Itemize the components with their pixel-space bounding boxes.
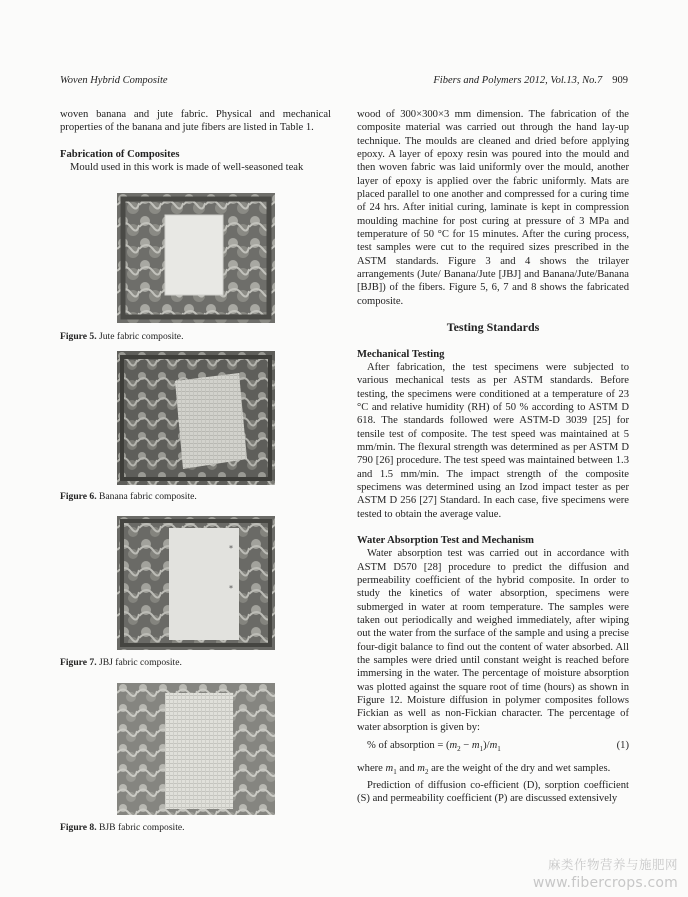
running-header-title: Woven Hybrid Composite xyxy=(60,75,168,86)
figure-label: Figure 8. xyxy=(60,822,97,833)
figure-label: Figure 5. xyxy=(60,331,97,342)
page-number: 909 xyxy=(612,75,628,86)
equation-number: (1) xyxy=(616,740,629,752)
left-paragraph: Mould used in this work is made of well-seasoned teak xyxy=(70,162,304,174)
journal-citation: Fibers and Polymers 2012, Vol.13, No.7 xyxy=(433,75,603,86)
section-heading-testing-standards: Testing Standards xyxy=(446,320,540,335)
figure-6-caption xyxy=(60,491,197,502)
figure-8-caption xyxy=(60,822,185,833)
figure-caption-text: Jute fabric composite. xyxy=(99,331,184,342)
figure-label: Figure 6. xyxy=(60,491,97,502)
right-paragraph: Prediction of diffusion co-efficient (D), sorption coefficient (S) and permeability coefficient (P) are discussed extensively xyxy=(357,780,629,805)
figure-caption-text: BJB fabric composite. xyxy=(99,822,185,833)
right-paragraph: wood of 300×300×3 mm dimension. The fabrication of the composite material was carried out through the hand lay-up technique. The moulds are cleaned and dried before applying epoxy. A layer of epoxy resin was poured into the mould and then woven fabric was laid uniformly over the mould, another layer of epoxy is applied over the fabric uniformly. Mats are placed parallel to one another and compressed for a curing time of 24 hrs. After initial curing, laminate is kept in compression moulding machine for post curing at pressure of 3 MPa and temperature of 50 °C for 15 minutes. After the curing process, test samples were cut to the required sizes prescribed in the ASTM standards. Figure 3 and 4 shows the trilayer arrangements (Jute/ Banana/Jute [JBJ] and Banana/Jute/Banana [BJB]) of the fibers. Figure 5, 6, 7 and 8 shows the fabricated composite. xyxy=(357,109,629,307)
right-paragraph: Water absorption test was carried out in accordance with ASTM D570 [28] procedure to predict the diffusion and permeability coefficient of the hybrid composite. In order to study the kinetics of water absorption, specimens were submerged in water at room temperature. The samples were taken out periodically and weighed immediately, after wiping out the water from the surface of the sample and using a precise four-digit balance to find out the content of water absorbed. All the samples were dried until constant weight is reached before immersing in the water. The percentage of moisture absorption was plotted against the square root of time (hours) as shown in Figure 12. Moisture diffusion in polymer composites follows Fickian as well as non-Fickian character. The percentage of water absorption is given by: xyxy=(357,548,629,733)
figure-label: Figure 7. xyxy=(60,657,97,668)
figure-7-photo xyxy=(117,516,275,650)
figure-caption-text: Banana fabric composite. xyxy=(99,491,197,502)
figure-5-photo xyxy=(117,193,275,323)
svg-text:*: * xyxy=(229,544,233,553)
left-paragraph: woven banana and jute fabric. Physical and mechanical properties of the banana and jute fibers are listed in Table 1. xyxy=(60,109,331,134)
subheading-mechanical-testing: Mechanical Testing xyxy=(357,348,445,360)
subheading-water-absorption: Water Absorption Test and Mechanism xyxy=(357,534,534,546)
svg-text:*: * xyxy=(229,584,233,593)
figure-7-caption xyxy=(60,657,182,668)
equation-expression: % of absorption = $(m_2 - m_1)/m_1$ xyxy=(367,740,501,754)
figure-caption-text: JBJ fabric composite. xyxy=(99,657,182,668)
figure-6-photo xyxy=(117,351,275,485)
figure-5-caption xyxy=(60,331,183,342)
right-column xyxy=(357,108,629,806)
section-heading-fabrication: Fabrication of Composites xyxy=(60,148,180,160)
running-header-journal xyxy=(433,75,628,86)
figure-8-photo xyxy=(117,683,275,815)
watermark-chinese: 麻类作物营养与施肥网 xyxy=(547,857,678,872)
right-paragraph: where $m_1$ and $m_2$ are the weight of the dry and wet samples. xyxy=(357,762,611,776)
right-paragraph: After fabrication, the test specimens were subjected to various mechanical tests as per ASTM standards. Before testing, the specimens were conditioned at a temperature of 23 °C and relative humidity (RH) of 50 % according to ASTM D 618. The standards followed were ASTM-D 3039 [25] for tensile test of composite. The test speed was maintained at 5 mm/min. The flexural strength was determined as per ASTM D 790 [26] procedure. The test speed was maintained between 1.3 and 1.5 mm/min. The impact strength of the composite specimens was determined using an Izod impact tester as per ASTM D 256 [27] Standard. In each case, five specimens were tested to obtain the average value. xyxy=(357,361,629,520)
left-column xyxy=(60,108,331,174)
equation-1 xyxy=(357,739,629,756)
watermark-url: www.fibercrops.com xyxy=(532,875,678,891)
